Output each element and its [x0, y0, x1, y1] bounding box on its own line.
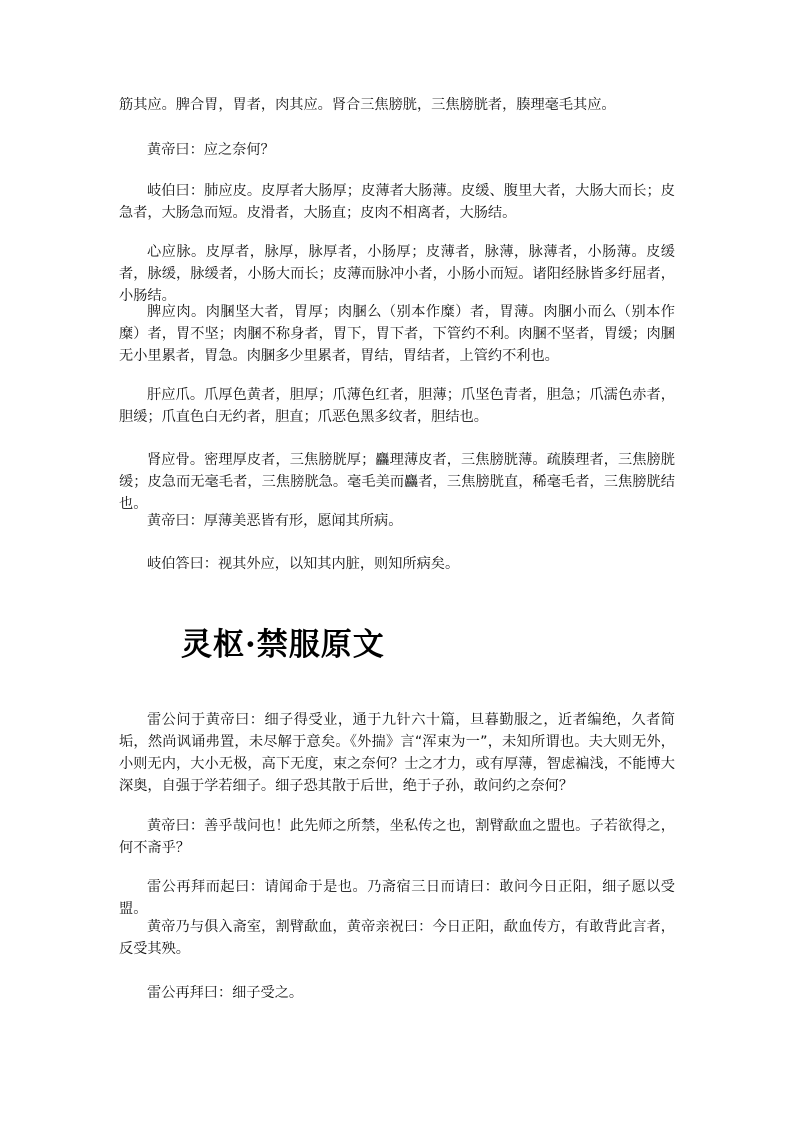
- paragraph-text: 黄帝曰：应之奈何？: [147, 142, 275, 158]
- paragraph-text: 脾应肉。肉䐃坚大者，胃厚；肉䐃么（别本作糜）者，胃薄。肉䐃小而么（别本作糜）者，胃不坚；肉䐃不称身者，胃下，胃下者，下管约不利。肉䐃不坚者，胃缓；肉䐃无小里累者，胃急。肉䐃多少里累者，胃结，胃结者，上管约不利也。: [119, 304, 675, 364]
- paragraph-text: 肝应爪。爪厚色黄者，胆厚；爪薄色红者，胆薄；爪坚色青者，胆急；爪濡色赤者，胆缓；爪直色白无约者，胆直；爪恶色黑多纹者，胆结也。: [119, 387, 675, 425]
- paragraph-text: 黄帝曰：善乎哉问也！此先师之所禁，坐私传之也，割臂歃血之盟也。子若欲得之，何不斋乎？: [119, 818, 675, 856]
- paragraph-text: 筋其应。脾合胃，胃者，肉其应。肾合三焦膀胱，三焦膀胱者，腠理毫毛其应。: [119, 97, 616, 113]
- paragraph-text: 黄帝曰：厚薄美恶皆有形，愿闻其所病。: [147, 513, 403, 529]
- paragraph-text: 心应脉。皮厚者，脉厚，脉厚者，小肠厚；皮薄者，脉薄，脉薄者，小肠薄。皮缓者，脉缓，脉缓者，小肠大而长；皮薄而脉冲小者，小肠小而短。诸阳经脉皆多纡屈者，小肠结。: [119, 244, 675, 304]
- paragraph-text: 黄帝乃与俱入斋室，割臂歃血，黄帝亲祝曰：今日正阳，歃血传方，有敢背此言者，反受其殃。: [119, 919, 675, 957]
- paragraph-text: 岐伯答曰：视其外应，以知其内脏，则知所病矣。: [147, 556, 460, 572]
- paragraph-text: 雷公再拜而起曰：请闻命于是也。乃斋宿三日而请曰：敢问今日正阳，细子愿以受盟。: [119, 879, 675, 917]
- paragraph-text: 岐伯曰：肺应皮。皮厚者大肠厚；皮薄者大肠薄。皮缓、腹里大者，大肠大而长；皮急者，大肠急而短。皮滑者，大肠直；皮肉不相离者，大肠结。: [119, 183, 675, 221]
- section-title: 灵枢·禁服原文: [181, 627, 385, 663]
- paragraph-text: 雷公再拜曰：细子受之。: [147, 985, 304, 1001]
- paragraph-text: 肾应骨。密理厚皮者，三焦膀胱厚；麤理薄皮者，三焦膀胱薄。疏腠理者，三焦膀胱缓；皮急而无毫毛者，三焦膀胱急。毫毛美而麤者，三焦膀胱直，稀毫毛者，三焦膀胱结也。: [119, 452, 675, 512]
- paragraph-text: 雷公问于黄帝曰：细子得受业，通于九针六十篇，旦暮勤服之，近者编绝，久者简垢，然尚讽诵弗置，未尽解于意矣。《外揣》言“浑束为一”，未知所谓也。夫大则无外，小则无内，大小无极，高下无度，束之奈何？士之才力，或有厚薄，智虑褊浅，不能博大深奥，自强于学若细子。细子恐其散于后世，绝于子孙，敢问约之奈何？: [119, 712, 675, 794]
